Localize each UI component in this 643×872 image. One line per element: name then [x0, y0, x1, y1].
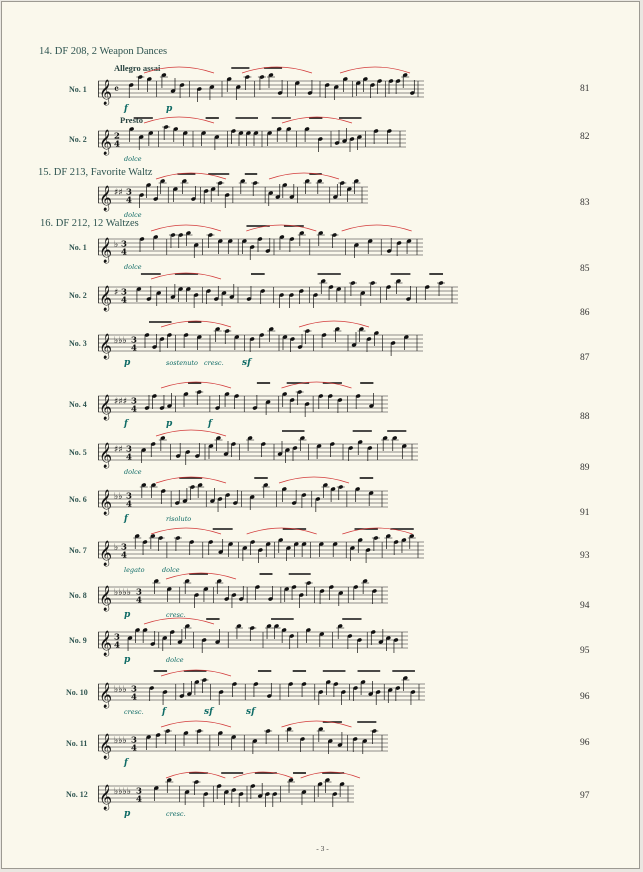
slur	[144, 117, 214, 123]
page-number: - 3 -	[316, 844, 329, 853]
page-reference: 82	[580, 132, 590, 142]
time-signature: 4	[136, 595, 142, 606]
music-staff	[98, 167, 380, 227]
time-signature: 3	[131, 684, 137, 695]
dynamic-marking: sf	[242, 358, 251, 368]
section-title: 16. DF 212, 12 Waltzes	[40, 218, 139, 229]
slur	[161, 721, 231, 727]
page-reference: 86	[580, 308, 590, 318]
page-reference: 97	[580, 791, 590, 801]
time-signature: 4	[126, 452, 132, 463]
time-signature: 3	[121, 239, 127, 250]
dynamic-marking: sf	[246, 707, 255, 717]
time-signature: 3	[114, 632, 120, 643]
dynamic-marking: f	[124, 419, 128, 429]
slur	[151, 528, 221, 534]
treble-clef: 𝄞	[99, 80, 113, 105]
time-signature: 4	[126, 499, 132, 510]
page-reference: 95	[580, 646, 590, 656]
section-title: 14. DF 208, 2 Weapon Dances	[39, 46, 168, 57]
waltz-number-label: No. 1	[69, 243, 87, 252]
waltz-number-label: No. 2	[69, 135, 87, 144]
key-signature: ♭	[114, 543, 119, 553]
time-signature: 3	[136, 587, 142, 598]
dynamic-marking: f	[162, 707, 166, 717]
dynamic-marking: p	[124, 358, 131, 368]
key-signature: ♯	[114, 288, 119, 298]
music-staff	[98, 766, 366, 826]
key-signature: ♭♭♭	[114, 736, 127, 746]
waltz-number-label: No. 5	[69, 448, 87, 457]
treble-clef: 𝄞	[99, 734, 113, 759]
dynamic-marking: p	[166, 419, 173, 429]
slur	[247, 528, 317, 534]
dynamic-marking: f	[124, 758, 128, 768]
time-signature: 3	[126, 491, 132, 502]
page-reference: 81	[580, 84, 590, 94]
expression-marking: dolce	[124, 263, 142, 271]
waltz-number-label: No. 4	[69, 400, 87, 409]
time-signature: 4	[121, 550, 127, 561]
page-reference: 87	[580, 353, 590, 363]
time-signature: 4	[114, 640, 120, 651]
dynamic-marking: p	[124, 655, 131, 665]
slur	[279, 477, 349, 483]
waltz-number-label: No. 1	[69, 85, 87, 94]
time-signature: 3	[131, 335, 137, 346]
waltz-number-label: No. 12	[66, 790, 88, 799]
expression-marking: dolce	[166, 656, 184, 664]
expression-marking: risoluto	[166, 515, 192, 523]
dynamic-marking: p	[124, 809, 131, 819]
time-signature: 4	[121, 295, 127, 306]
time-signature: 2	[114, 131, 120, 142]
score-page	[1, 1, 640, 869]
time-signature: 3	[126, 187, 132, 198]
expression-marking: legato	[124, 566, 145, 574]
key-signature: ♯♯	[114, 188, 123, 198]
page-reference: 83	[580, 198, 590, 208]
waltz-number-label: No. 11	[66, 739, 88, 748]
expression-marking: dolce	[124, 468, 142, 476]
treble-clef: 𝄞	[99, 586, 113, 611]
treble-clef: 𝄞	[99, 286, 113, 311]
music-staff	[98, 612, 420, 672]
waltz-number-label: No. 6	[69, 495, 87, 504]
slur	[144, 67, 214, 73]
treble-clef: 𝄞	[99, 785, 113, 810]
key-signature: ♯♯	[114, 445, 123, 455]
slur	[151, 225, 221, 231]
waltz-number-label: No. 3	[69, 339, 87, 348]
expression-marking: dolce	[124, 155, 142, 163]
key-signature: ♭♭♭	[114, 336, 127, 346]
treble-clef: 𝄞	[99, 541, 113, 566]
page-reference: 96	[580, 738, 590, 748]
treble-clef: 𝄞	[99, 130, 113, 155]
key-signature: ♭♭♭♭	[114, 787, 131, 797]
expression-marking: sostenuto	[166, 359, 198, 367]
time-signature: 3	[136, 786, 142, 797]
treble-clef: 𝄞	[99, 238, 113, 263]
page-reference: 88	[580, 412, 590, 422]
page-reference: 96	[580, 692, 590, 702]
dynamic-marking: p	[124, 610, 131, 620]
slur	[156, 430, 226, 436]
page-reference: 89	[580, 463, 590, 473]
time-signature: 4	[131, 343, 137, 354]
waltz-number-label: No. 2	[69, 291, 87, 300]
treble-clef: 𝄞	[99, 631, 113, 656]
expression-marking: cresc.	[124, 708, 144, 716]
music-staff	[98, 111, 418, 171]
tempo-marking: Allegro assai	[114, 63, 161, 73]
tempo-marking: Presto	[120, 115, 143, 125]
treble-clef: 𝄞	[99, 186, 113, 211]
waltz-number-label: No. 9	[69, 636, 87, 645]
expression-marking: cresc.	[166, 611, 186, 619]
dynamic-marking: f	[124, 104, 128, 114]
section-title: 15. DF 213, Favorite Waltz	[38, 167, 153, 178]
treble-clef: 𝄞	[99, 334, 113, 359]
time-signature: 4	[126, 195, 132, 206]
dynamic-marking: f	[124, 514, 128, 524]
time-signature: 3	[131, 396, 137, 407]
key-signature: ♭♭♭♭	[114, 588, 131, 598]
time-signature: 3	[121, 287, 127, 298]
music-staff	[98, 315, 435, 375]
key-signature: ♭♭♭	[114, 685, 127, 695]
key-signature: ♭	[114, 240, 119, 250]
time-signature: 4	[131, 692, 137, 703]
time-signature: 3	[121, 542, 127, 553]
treble-clef: 𝄞	[99, 683, 113, 708]
slur	[269, 173, 339, 179]
treble-clef: 𝄞	[99, 443, 113, 468]
slur	[342, 225, 412, 231]
key-signature: ♯♯♯	[114, 397, 128, 407]
time-signature: 𝄴	[114, 83, 119, 96]
treble-clef: 𝄞	[99, 395, 113, 420]
expression-marking: cresc.	[166, 810, 186, 818]
dynamic-marking: sf	[204, 707, 213, 717]
page-reference: 94	[580, 601, 590, 611]
time-signature: 3	[131, 735, 137, 746]
time-signature: 3	[126, 444, 132, 455]
time-signature: 4	[131, 743, 137, 754]
waltz-number-label: No. 8	[69, 591, 87, 600]
time-signature: 4	[131, 404, 137, 415]
expression-marking: cresc.	[204, 359, 224, 367]
dynamic-marking: p	[166, 104, 173, 114]
key-signature: ♭♭	[114, 492, 123, 502]
treble-clef: 𝄞	[99, 490, 113, 515]
slur	[340, 67, 410, 73]
slur	[144, 618, 214, 624]
expression-marking: dolce	[124, 211, 142, 219]
page-reference: 93	[580, 551, 590, 561]
time-signature: 4	[136, 794, 142, 805]
waltz-number-label: No. 7	[69, 546, 87, 555]
page-reference: 91	[580, 508, 590, 518]
slur	[299, 321, 369, 327]
time-signature: 4	[121, 247, 127, 258]
waltz-number-label: No. 10	[66, 688, 88, 697]
time-signature: 4	[114, 139, 120, 150]
dynamic-marking: f	[208, 419, 212, 429]
page-reference: 85	[580, 264, 590, 274]
expression-marking: dolce	[162, 566, 180, 574]
